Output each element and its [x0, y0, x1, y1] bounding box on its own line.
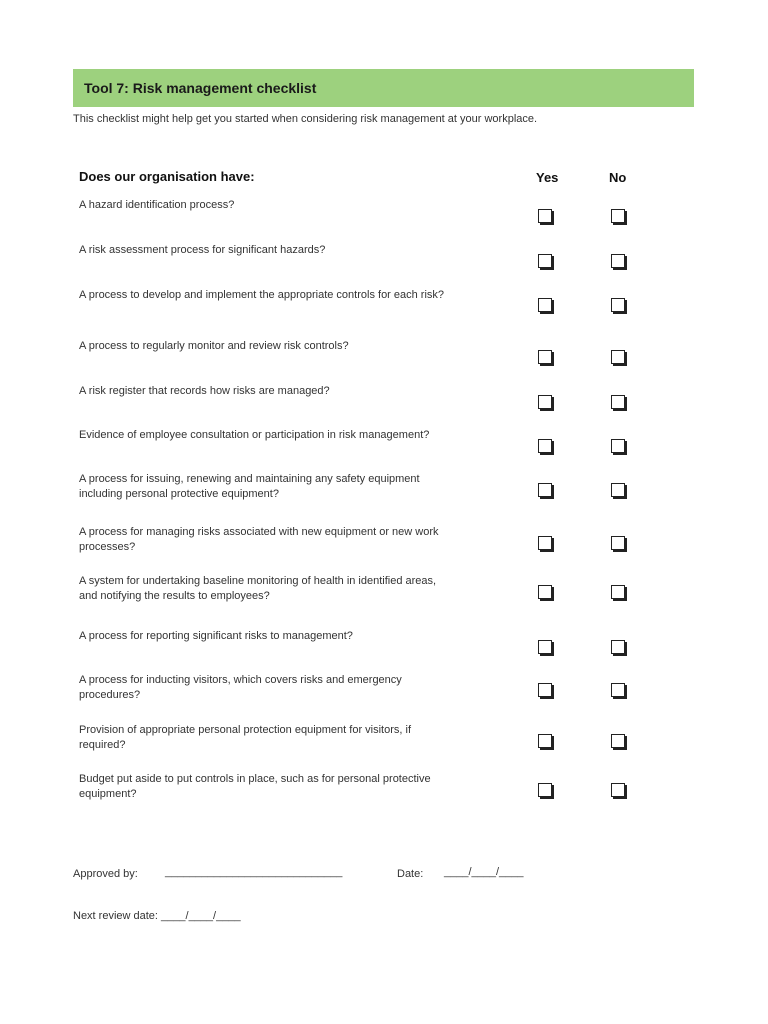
checklist-item-text — [79, 198, 519, 213]
yes-checkbox[interactable] — [538, 209, 552, 223]
date-field[interactable]: ____/____/____ — [444, 866, 524, 878]
yes-checkbox[interactable] — [538, 683, 552, 697]
yes-checkbox[interactable] — [538, 439, 552, 453]
checklist-item-line: A process for managing risks associated with new equipment or new work — [79, 526, 439, 538]
yes-checkbox[interactable] — [538, 395, 552, 409]
checklist-item-text — [79, 472, 519, 502]
checklist-item-line: A risk register that records how risks are managed? — [79, 385, 330, 397]
checklist-item-line: A process to regularly monitor and review risk controls? — [79, 340, 349, 352]
checklist-item-text — [79, 428, 519, 443]
checklist-item-text — [79, 574, 519, 604]
checklist-item-line: and notifying the results to employees? — [79, 590, 270, 602]
checklist-item-text — [79, 339, 519, 354]
no-checkbox[interactable] — [611, 350, 625, 364]
checklist-item-line: Evidence of employee consultation or participation in risk management? — [79, 429, 430, 441]
checklist-item-line: procedures? — [79, 689, 141, 701]
checklist-item-text — [79, 288, 519, 303]
approved-by-line[interactable]: _____________________________ — [165, 866, 343, 878]
checklist-item-line: equipment? — [79, 788, 137, 800]
checklist-item-line: including personal protective equipment? — [79, 488, 279, 500]
yes-checkbox[interactable] — [538, 783, 552, 797]
next-review-date[interactable]: Next review date: ____/____/____ — [73, 910, 241, 922]
intro-text: This checklist might help get you started when considering risk management at your workplace. — [73, 113, 538, 125]
no-checkbox[interactable] — [611, 585, 625, 599]
checklist-item-line: A process to develop and implement the appropriate controls for each risk? — [79, 289, 445, 301]
no-checkbox[interactable] — [611, 783, 625, 797]
yes-checkbox[interactable] — [538, 640, 552, 654]
checklist-item-text — [79, 723, 519, 753]
checklist-item-line: A risk assessment process for significant hazards? — [79, 244, 326, 256]
no-checkbox[interactable] — [611, 683, 625, 697]
yes-checkbox[interactable] — [538, 298, 552, 312]
no-checkbox[interactable] — [611, 254, 625, 268]
yes-checkbox[interactable] — [538, 254, 552, 268]
checklist-item-line: Budget put aside to put controls in place, such as for personal protective — [79, 773, 431, 785]
checklist-item-line: A system for undertaking baseline monitoring of health in identified areas, — [79, 575, 437, 587]
checklist-item-line: required? — [79, 739, 126, 751]
approved-by-label: Approved by: — [73, 868, 138, 880]
yes-checkbox[interactable] — [538, 585, 552, 599]
no-checkbox[interactable] — [611, 734, 625, 748]
title-bar — [73, 69, 694, 107]
page-title: Tool 7: Risk management checklist — [84, 80, 317, 96]
checklist-item-text — [79, 525, 519, 555]
checklist-item-line: A process for issuing, renewing and maintaining any safety equipment — [79, 473, 420, 485]
no-checkbox[interactable] — [611, 536, 625, 550]
yes-column-header: Yes — [536, 170, 559, 185]
checklist-item-text — [79, 673, 519, 703]
question-column-header: Does our organisation have: — [79, 169, 255, 184]
no-column-header: No — [609, 170, 627, 185]
checklist-item-line: A process for reporting significant risks to management? — [79, 630, 353, 642]
no-checkbox[interactable] — [611, 439, 625, 453]
checklist-item-line: A process for inducting visitors, which covers risks and emergency — [79, 674, 402, 686]
no-checkbox[interactable] — [611, 298, 625, 312]
yes-checkbox[interactable] — [538, 350, 552, 364]
yes-checkbox[interactable] — [538, 536, 552, 550]
checklist-item-text — [79, 243, 519, 258]
no-checkbox[interactable] — [611, 640, 625, 654]
checklist-item-text — [79, 384, 519, 399]
checklist-item-text — [79, 629, 519, 644]
yes-checkbox[interactable] — [538, 483, 552, 497]
no-checkbox[interactable] — [611, 209, 625, 223]
checklist-item-line: processes? — [79, 541, 136, 553]
checklist-item-line: Provision of appropriate personal protection equipment for visitors, if — [79, 724, 412, 736]
checklist-item-text — [79, 772, 519, 802]
no-checkbox[interactable] — [611, 395, 625, 409]
checklist-item-line: A hazard identification process? — [79, 199, 235, 211]
yes-checkbox[interactable] — [538, 734, 552, 748]
date-label: Date: — [397, 868, 424, 880]
no-checkbox[interactable] — [611, 483, 625, 497]
